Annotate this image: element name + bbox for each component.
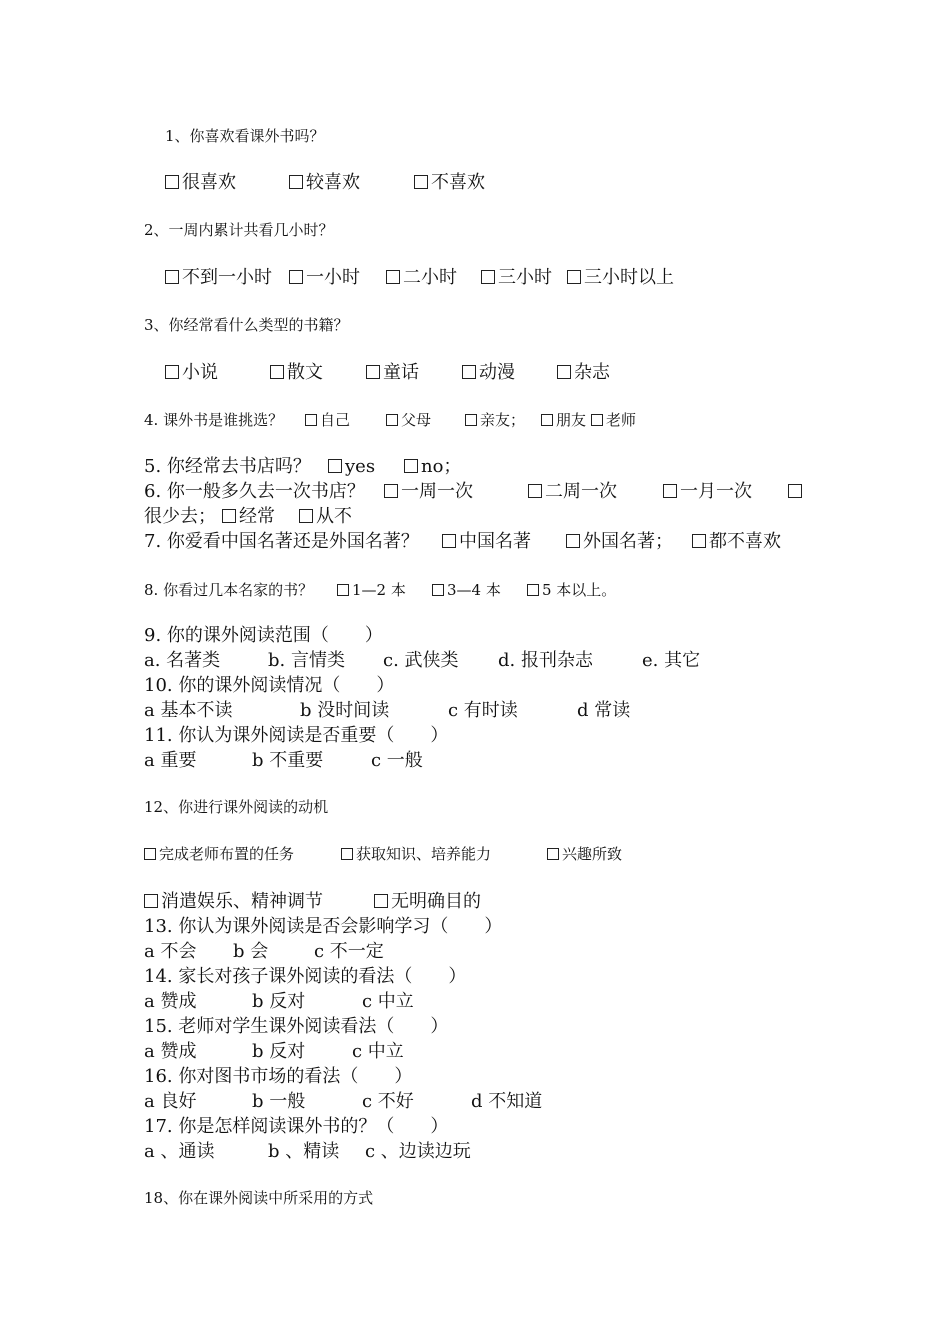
checkbox-icon[interactable] bbox=[305, 414, 317, 426]
checkbox-icon[interactable] bbox=[165, 175, 179, 189]
question-9-option-b[interactable]: b. 言情类 bbox=[268, 650, 345, 671]
checkbox-icon[interactable] bbox=[386, 414, 398, 426]
checkbox-icon[interactable] bbox=[165, 270, 179, 284]
checkbox-icon[interactable] bbox=[788, 484, 802, 498]
question-13: 13. 你认为课外阅读是否会影响学习（ ） bbox=[144, 916, 503, 937]
question-6-option-3[interactable]: 一月一次 bbox=[663, 483, 752, 501]
question-3-option-3[interactable]: 童话 bbox=[366, 364, 419, 382]
checkbox-option[interactable]: 很喜欢 bbox=[165, 172, 236, 193]
question-18: 18、你在课外阅读中所采用的方式 bbox=[144, 1189, 374, 1207]
question-5-option-2[interactable]: no； bbox=[404, 458, 461, 476]
checkbox-icon[interactable] bbox=[591, 414, 603, 426]
checkbox-icon[interactable] bbox=[328, 459, 342, 473]
checkbox-icon[interactable] bbox=[663, 484, 677, 498]
checkbox-icon[interactable] bbox=[337, 584, 349, 596]
question-6-option-4-checkbox[interactable] bbox=[788, 483, 805, 501]
question-7-option-1[interactable]: 中国名著 bbox=[442, 533, 531, 551]
question-13-option-a[interactable]: a 不会 bbox=[144, 941, 197, 962]
question-14-option-a[interactable]: a 赞成 bbox=[144, 991, 197, 1012]
question-15-option-a[interactable]: a 赞成 bbox=[144, 1041, 197, 1062]
question-2-option-2[interactable]: 一小时 bbox=[289, 269, 360, 287]
checkbox-icon[interactable] bbox=[566, 534, 580, 548]
question-2-option-4[interactable]: 三小时 bbox=[481, 269, 552, 287]
question-14-option-c[interactable]: c 中立 bbox=[362, 991, 414, 1012]
question-4 bbox=[144, 413, 283, 428]
question-3-option-5[interactable]: 杂志 bbox=[557, 364, 610, 382]
checkbox-icon[interactable] bbox=[144, 848, 156, 860]
checkbox-icon[interactable] bbox=[374, 894, 388, 908]
question-17: 17. 你是怎样阅读课外书的？（ ） bbox=[144, 1116, 449, 1137]
question-3-option-1[interactable]: 小说 bbox=[165, 364, 218, 382]
question-3-option-2[interactable]: 散文 bbox=[270, 364, 323, 382]
checkbox-icon[interactable] bbox=[144, 894, 158, 908]
question-9: 9. 你的课外阅读范围（ ） bbox=[144, 625, 383, 646]
checkbox-icon[interactable] bbox=[222, 509, 236, 523]
question-3-option-4[interactable]: 动漫 bbox=[462, 364, 515, 382]
checkbox-icon[interactable] bbox=[270, 365, 284, 379]
question-17-option-b[interactable]: b 、精读 bbox=[268, 1141, 340, 1162]
question-15-option-b[interactable]: b 反对 bbox=[252, 1041, 306, 1062]
question-2-option-5[interactable]: 三小时以上 bbox=[567, 269, 674, 287]
question-8-option-1[interactable]: 1—2 本 bbox=[337, 583, 406, 598]
question-12-option-2[interactable]: 获取知识、培养能力 bbox=[341, 847, 491, 862]
checkbox-icon[interactable] bbox=[414, 175, 428, 189]
question-10-option-c[interactable]: c 有时读 bbox=[448, 700, 518, 721]
question-10-option-b[interactable]: b 没时间读 bbox=[300, 700, 390, 721]
question-17-option-a[interactable]: a 、通读 bbox=[144, 1141, 215, 1162]
question-15-option-c[interactable]: c 中立 bbox=[352, 1041, 404, 1062]
question-4-option-4[interactable]: 朋友 bbox=[541, 413, 586, 428]
question-11-option-c[interactable]: c 一般 bbox=[371, 750, 423, 771]
question-12-option-4[interactable]: 消遣娱乐、精神调节 bbox=[144, 893, 323, 911]
question-12-option-5[interactable]: 无明确目的 bbox=[374, 893, 481, 911]
question-1: 1、你喜欢看课外书吗？ bbox=[165, 127, 325, 145]
checkbox-icon[interactable] bbox=[165, 365, 179, 379]
question-8-option-3[interactable]: 5 本以上。 bbox=[527, 583, 616, 598]
question-16-option-c[interactable]: c 不好 bbox=[362, 1091, 414, 1112]
checkbox-icon[interactable] bbox=[289, 175, 303, 189]
question-4-option-1[interactable]: 自己 bbox=[305, 413, 350, 428]
question-9-option-a[interactable]: a. 名著类 bbox=[144, 650, 221, 671]
question-12-option-3[interactable]: 兴趣所致 bbox=[547, 847, 622, 862]
question-16-option-a[interactable]: a 良好 bbox=[144, 1091, 197, 1112]
checkbox-icon[interactable] bbox=[465, 414, 477, 426]
question-2-option-1[interactable]: 不到一小时 bbox=[165, 269, 272, 287]
question-14: 14. 家长对孩子课外阅读的看法（ ） bbox=[144, 966, 467, 987]
question-6-option-5[interactable]: 经常 bbox=[222, 508, 275, 526]
question-11: 11. 你认为课外阅读是否重要（ ） bbox=[144, 725, 449, 746]
checkbox-icon[interactable] bbox=[289, 270, 303, 284]
question-3: 3、你经常看什么类型的书籍？ bbox=[144, 316, 349, 334]
question-9-option-e[interactable]: e. 其它 bbox=[642, 650, 701, 671]
question-6-option-2[interactable]: 二周一次 bbox=[528, 483, 617, 501]
question-15: 15. 老师对学生课外阅读看法（ ） bbox=[144, 1016, 449, 1037]
question-7-prompt: 7. 你爱看中国名著还是外国名著？ bbox=[144, 531, 419, 552]
question-12-option-1[interactable]: 完成老师布置的任务 bbox=[144, 847, 294, 862]
question-1-option-3[interactable]: 不喜欢 bbox=[414, 174, 485, 192]
question-12: 12、你进行课外阅读的动机 bbox=[144, 798, 329, 816]
checkbox-icon[interactable] bbox=[384, 484, 398, 498]
question-9-option-d[interactable]: d. 报刊杂志 bbox=[498, 650, 593, 671]
question-10-option-a[interactable]: a 基本不读 bbox=[144, 700, 233, 721]
question-4-option-5[interactable]: 老师 bbox=[591, 413, 636, 428]
checkbox-icon[interactable] bbox=[404, 459, 418, 473]
question-8-prompt: 8. 你看过几本名家的书？ bbox=[144, 581, 314, 599]
checkbox-icon[interactable] bbox=[567, 270, 581, 284]
checkbox-icon[interactable] bbox=[432, 584, 444, 596]
question-14-option-b[interactable]: b 反对 bbox=[252, 991, 306, 1012]
checkbox-icon[interactable] bbox=[547, 848, 559, 860]
question-9-option-c[interactable]: c. 武侠类 bbox=[383, 650, 459, 671]
checkbox-icon[interactable] bbox=[541, 414, 553, 426]
checkbox-icon[interactable] bbox=[692, 534, 706, 548]
question-11-option-a[interactable]: a 重要 bbox=[144, 750, 197, 771]
question-6-prompt: 6. 你一般多久去一次书店？ bbox=[144, 481, 365, 502]
question-2-option-3[interactable]: 二小时 bbox=[386, 269, 457, 287]
question-4-option-2[interactable]: 父母 bbox=[386, 413, 431, 428]
checkbox-icon[interactable] bbox=[481, 270, 495, 284]
question-13-option-b[interactable]: b 会 bbox=[233, 941, 269, 962]
question-6-option-1[interactable]: 一周一次 bbox=[384, 483, 473, 501]
question-5-option-1[interactable]: yes bbox=[328, 458, 375, 476]
checkbox-icon[interactable] bbox=[557, 365, 571, 379]
question-10-option-d[interactable]: d 常读 bbox=[577, 700, 631, 721]
question-16-option-b[interactable]: b 一般 bbox=[252, 1091, 306, 1112]
question-16-option-d[interactable]: d 不知道 bbox=[471, 1091, 543, 1112]
question-1-options bbox=[165, 174, 236, 192]
question-6-option-4-label: 很少去； bbox=[144, 506, 216, 527]
checkbox-icon[interactable] bbox=[386, 270, 400, 284]
question-7-option-3[interactable]: 都不喜欢 bbox=[692, 533, 781, 551]
question-8-option-2[interactable]: 3—4 本 bbox=[432, 583, 501, 598]
question-10: 10. 你的课外阅读情况（ ） bbox=[144, 675, 395, 696]
question-13-option-c[interactable]: c 不一定 bbox=[314, 941, 384, 962]
checkbox-icon[interactable] bbox=[366, 365, 380, 379]
checkbox-icon[interactable] bbox=[299, 509, 313, 523]
question-1-option-2[interactable]: 较喜欢 bbox=[289, 174, 360, 192]
question-16: 16. 你对图书市场的看法（ ） bbox=[144, 1066, 413, 1087]
question-17-option-c[interactable]: c 、边读边玩 bbox=[365, 1141, 471, 1162]
checkbox-icon[interactable] bbox=[442, 534, 456, 548]
question-11-option-b[interactable]: b 不重要 bbox=[252, 750, 324, 771]
question-4-option-3[interactable]: 亲友； bbox=[465, 413, 525, 428]
checkbox-icon[interactable] bbox=[462, 365, 476, 379]
question-4-prompt: 4. 课外书是谁挑选？ bbox=[144, 411, 284, 429]
checkbox-icon[interactable] bbox=[527, 584, 539, 596]
question-2: 2、一周内累计共看几小时？ bbox=[144, 221, 334, 239]
question-5-prompt: 5. 你经常去书店吗？ bbox=[144, 456, 311, 477]
question-7-option-2[interactable]: 外国名著； bbox=[566, 533, 673, 551]
checkbox-icon[interactable] bbox=[341, 848, 353, 860]
checkbox-icon[interactable] bbox=[528, 484, 542, 498]
question-6-option-6[interactable]: 从不 bbox=[299, 508, 352, 526]
